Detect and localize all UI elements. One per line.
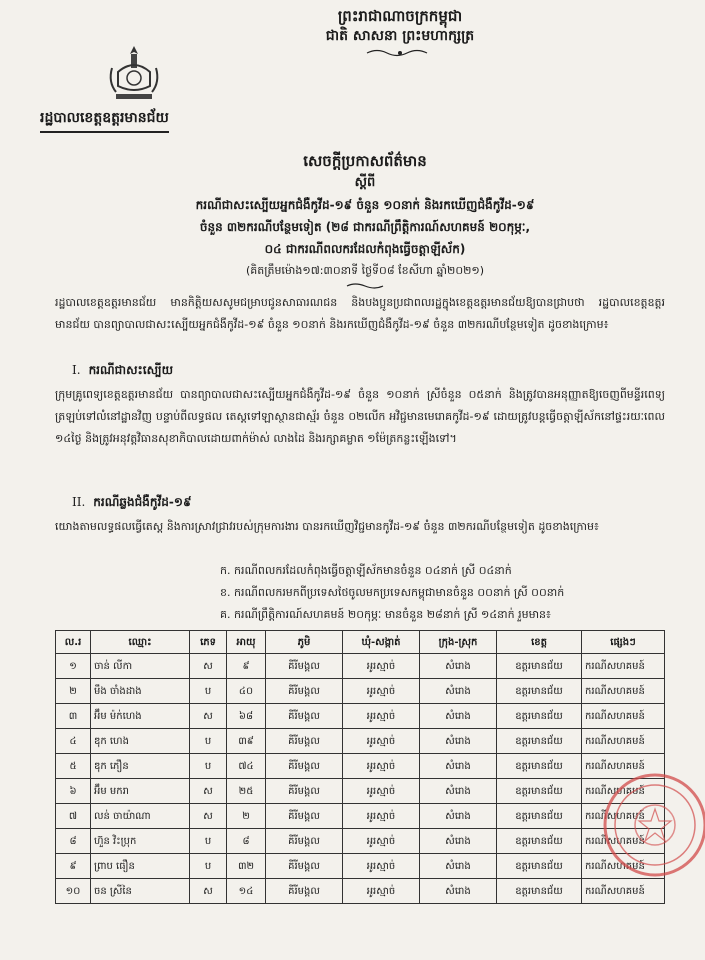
table-row: [56, 654, 665, 679]
announcement-subject-2: ចំនួន ៣២ករណីបន្ថែមទៀត (២៨ ជាករណីព្រឹត្តិការណ៍សហគមន៍ ២០កុម្ភៈ,: [199, 220, 531, 234]
cell-age: ១៤: [227, 879, 266, 904]
cell-village: គីរីមង្គល: [266, 779, 343, 804]
cell-district: សំរោង: [420, 829, 497, 854]
cell-commune: អូរស្មាច់: [343, 729, 420, 754]
section-2-paragraph: យោងតាមលទ្ធផលធ្វើតេស្ត និងការស្រាវជ្រាវរបស់ក្រុមការងារ បានរកឃើញវិជ្ជមានកូវីដ-១៩ ចំនួន ៣២ករណីបន្ថែមទៀត ដូចខាងក្រោម៖: [55, 520, 599, 533]
cell-age: ២: [227, 804, 266, 829]
announcement-title: សេចក្តីប្រកាសព័ត៌មាន: [303, 152, 427, 170]
announcement-subject-3: ០៤ ជាករណីពលករដែលកំពុងធ្វើចត្តាឡីស័ក): [264, 242, 466, 256]
section-1-number: I.: [72, 363, 81, 377]
cell-village: គីរីមង្គល: [266, 854, 343, 879]
cell-remarks: ករណីសហគមន៍: [582, 829, 665, 854]
cell-age: ២៥: [227, 779, 266, 804]
col-header-name: ឈ្មោះ: [91, 631, 190, 654]
table-row: [56, 854, 665, 879]
col-header-age: អាយុ: [227, 631, 266, 654]
table-row: [56, 754, 665, 779]
national-motto: ជាតិ សាសនា ព្រះមហាក្សត្រ: [325, 28, 475, 44]
table-row: [56, 679, 665, 704]
cell-district: សំរោង: [420, 779, 497, 804]
cell-commune: អូរស្មាច់: [343, 679, 420, 704]
kingdom-header: [250, 6, 550, 58]
cell-commune: អូរស្មាច់: [343, 854, 420, 879]
section-2-number: II.: [72, 495, 86, 509]
cell-province: ឧត្តរមានជ័យ: [497, 879, 582, 904]
col-header-remarks: ផ្សេងៗ: [582, 631, 665, 654]
cell-province: ឧត្តរមានជ័យ: [497, 729, 582, 754]
cell-sex: ស: [190, 779, 227, 804]
cases-table: [55, 630, 665, 904]
cell-commune: អូរស្មាច់: [343, 754, 420, 779]
cell-name: មឹង ចាំងដាង: [91, 679, 190, 704]
cell-commune: អូរស្មាច់: [343, 804, 420, 829]
cell-name: អ៊ឹម ម៉ក់ហេង: [91, 704, 190, 729]
cell-province: ឧត្តរមានជ័យ: [497, 854, 582, 879]
cell-province: ឧត្តរមានជ័យ: [497, 829, 582, 854]
cell-sex: ប: [190, 729, 227, 754]
cell-sex: ស: [190, 654, 227, 679]
cell-sex: ប: [190, 754, 227, 779]
cell-district: សំរោង: [420, 804, 497, 829]
col-header-district: ក្រុង-ស្រុក: [420, 631, 497, 654]
table-row: [56, 729, 665, 754]
cell-no: ៤: [56, 729, 91, 754]
cell-sex: ស: [190, 804, 227, 829]
cell-no: ៨: [56, 829, 91, 854]
col-header-no: ល.រ: [56, 631, 91, 654]
cell-no: ២: [56, 679, 91, 704]
cell-sex: ប: [190, 854, 227, 879]
announcement-subject-label: ស្តីពី: [354, 175, 376, 190]
section-1-heading: [72, 362, 173, 380]
sub-item-c: គ. ករណីព្រឹត្តិការណ៍សហគមន៍ ២០កុម្ភៈ មានចំនួន ២៨នាក់ ស្រី ១៤នាក់ រួមមាន៖: [220, 608, 551, 621]
cell-remarks: ករណីសហគមន៍: [582, 779, 665, 804]
col-header-province: ខេត្ត: [497, 631, 582, 654]
cell-remarks: ករណីសហគមន៍: [582, 679, 665, 704]
cell-age: ៩: [227, 654, 266, 679]
cell-age: ៨: [227, 829, 266, 854]
table-row: [56, 879, 665, 904]
section-1-paragraph: ក្រុមគ្រូពេទ្យខេត្តឧត្តរមានជ័យ បានព្យាបាលជាសះស្បើយអ្នកជំងឺកូវីដ-១៩ ចំនួន ១០នាក់ ស្រីចំនួន ០៥នាក់ និងត្រូវបានអនុញ្ញាតឱ្យចេញពីមន្ទីរពេទ្យត្រឡប់ទៅលំនៅដ្ឋានវិញ បន្ទាប់ពីលទ្ធផល តេស្តទៅឡាស្ថានជាស្ម័រ ចំនួន ០២លើក អវិជ្ជមានមេរោគកូវីដ-១៩ ដោយត្រូវបន្តធ្វើចត្តាឡីស័កនៅផ្ទះរយៈពេល ១៤ថ្ងៃ និងត្រូវអនុវត្តវិធានសុខាភិបាលដោយពាក់ម៉ាស់ លាងដៃ និងរក្សាគម្លាត ១ម៉ែត្រកន្លះឡើងទៅ។: [55, 388, 665, 445]
cell-province: ឧត្តរមានជ័យ: [497, 779, 582, 804]
cell-age: ៧៤: [227, 754, 266, 779]
cell-name: ចាន់ លីកា: [91, 654, 190, 679]
cell-district: សំរោង: [420, 754, 497, 779]
cell-village: គីរីមង្គល: [266, 829, 343, 854]
cell-province: ឧត្តរមានជ័យ: [497, 654, 582, 679]
cell-name: លន់ ចាយ៉ាណា: [91, 804, 190, 829]
cell-village: គីរីមង្គល: [266, 879, 343, 904]
cell-name: ព្រាប ធឿន: [91, 854, 190, 879]
cell-commune: អូរស្មាច់: [343, 879, 420, 904]
table-row: [56, 704, 665, 729]
cell-village: គីរីមង្គល: [266, 729, 343, 754]
cell-no: ១០: [56, 879, 91, 904]
section-2-title: ករណីឆ្លងជំងឺកូវីដ-១៩: [93, 495, 192, 509]
cell-name: ឌុក ភឿន: [91, 754, 190, 779]
table-row: [56, 779, 665, 804]
kingdom-title: ព្រះរាជាណាចក្រកម្ពុជា: [337, 7, 463, 25]
cell-province: ឧត្តរមានជ័យ: [497, 754, 582, 779]
cell-name: ហ៊ួន វិះប្រុក: [91, 829, 190, 854]
cell-district: សំរោង: [420, 654, 497, 679]
sub-item-a: ក. ករណីពលករដែលកំពុងធ្វើចត្តាឡីស័កមានចំនួន ០៤នាក់ ស្រី ០៤នាក់: [220, 564, 512, 577]
col-header-village: ភូមិ: [266, 631, 343, 654]
section-2-heading: [72, 494, 191, 512]
cell-age: ៦៨: [227, 704, 266, 729]
cell-district: សំរោង: [420, 704, 497, 729]
cell-district: សំរោង: [420, 729, 497, 754]
table-row: [56, 804, 665, 829]
cell-sex: ស: [190, 879, 227, 904]
table-body: [56, 654, 665, 904]
cell-name: ចន ស្រីនៃ: [91, 879, 190, 904]
cell-no: ៣: [56, 704, 91, 729]
cell-remarks: ករណីសហគមន៍: [582, 879, 665, 904]
section-1-title: ករណីជាសះស្បើយ: [88, 363, 173, 377]
cell-no: ៦: [56, 779, 91, 804]
cell-name: អ៊ឹម មករា: [91, 779, 190, 804]
cell-remarks: ករណីសហគមន៍: [582, 754, 665, 779]
announcement-heading: [120, 150, 610, 290]
cell-remarks: ករណីសហគមន៍: [582, 704, 665, 729]
cell-remarks: ករណីសហគមន៍: [582, 729, 665, 754]
cell-no: ៧: [56, 804, 91, 829]
cell-village: គីរីមង្គល: [266, 679, 343, 704]
cell-sex: ប: [190, 829, 227, 854]
cell-village: គីរីមង្គល: [266, 654, 343, 679]
intro-paragraph: រដ្ឋបាលខេត្តឧត្តរមានជ័យ មានកិត្តិយសសូមជម្រាបជូនសាធារណជន និងបងប្អូនប្រជាពលរដ្ឋក្នុងខេត្តឧត្តរមានជ័យឱ្យបានជ្រាបថា រដ្ឋបាលខេត្តឧត្តរមានជ័យ បានព្យាបាលជាសះស្បើយអ្នកជំងឺកូវីដ-១៩ ចំនួន ១០នាក់ និងរកឃើញជំងឺកូវីដ-១៩ ចំនួន ៣២ករណីបន្ថែមទៀត ដូចខាងក្រោម៖: [55, 296, 665, 331]
cell-no: ៥: [56, 754, 91, 779]
cell-name: ឌុក ហេង: [91, 729, 190, 754]
col-header-sex: ភេទ: [190, 631, 227, 654]
cell-sex: ប: [190, 679, 227, 704]
cell-sex: ស: [190, 704, 227, 729]
cell-commune: អូរស្មាច់: [343, 779, 420, 804]
announcement-subject-1: ករណីជាសះស្បើយអ្នកជំងឺកូវីដ-១៩ ចំនួន ១០នាក់ និងរកឃើញជំងឺកូវីដ-១៩: [195, 198, 535, 212]
cell-no: ១: [56, 654, 91, 679]
announcement-date: (គិតត្រឹមម៉ោង១៧:៣០នាទី ថ្ងៃទី០៨ ខែសីហា ឆ្នាំ២០២១): [245, 264, 485, 277]
table-row: [56, 829, 665, 854]
col-header-commune: ឃុំ-សង្កាត់: [343, 631, 420, 654]
cell-commune: អូរស្មាច់: [343, 704, 420, 729]
cell-province: ឧត្តរមានជ័យ: [497, 679, 582, 704]
cell-age: ៤០: [227, 679, 266, 704]
cell-remarks: ករណីសហគមន៍: [582, 654, 665, 679]
issuing-authority: រដ្ឋបាលខេត្តឧត្តរមានជ័យ: [40, 108, 169, 133]
cell-province: ឧត្តរមានជ័យ: [497, 704, 582, 729]
cell-district: សំរោង: [420, 679, 497, 704]
sub-item-b: ខ. ករណីពលករមកពីប្រទេសថៃចូលមកប្រទេសកម្ពុជាមានចំនួន ០០នាក់ ស្រី ០០នាក់: [220, 586, 565, 599]
cell-district: សំរោង: [420, 879, 497, 904]
cell-village: គីរីមង្គល: [266, 804, 343, 829]
title-ornament-icon: [365, 48, 435, 58]
royal-emblem-icon: [104, 42, 164, 104]
divider-ornament-icon: [345, 282, 385, 290]
cell-age: ៣៩: [227, 729, 266, 754]
table-header-row: [56, 631, 665, 654]
cell-district: សំរោង: [420, 854, 497, 879]
cell-village: គីរីមង្គល: [266, 704, 343, 729]
cell-commune: អូរស្មាច់: [343, 829, 420, 854]
cell-no: ៩: [56, 854, 91, 879]
cell-remarks: ករណីសហគមន៍: [582, 804, 665, 829]
cell-remarks: ករណីសហគមន៍: [582, 854, 665, 879]
cell-province: ឧត្តរមានជ័យ: [497, 804, 582, 829]
cell-village: គីរីមង្គល: [266, 754, 343, 779]
cell-age: ៣២: [227, 854, 266, 879]
cell-commune: អូរស្មាច់: [343, 654, 420, 679]
official-seal-icon: [595, 765, 705, 885]
